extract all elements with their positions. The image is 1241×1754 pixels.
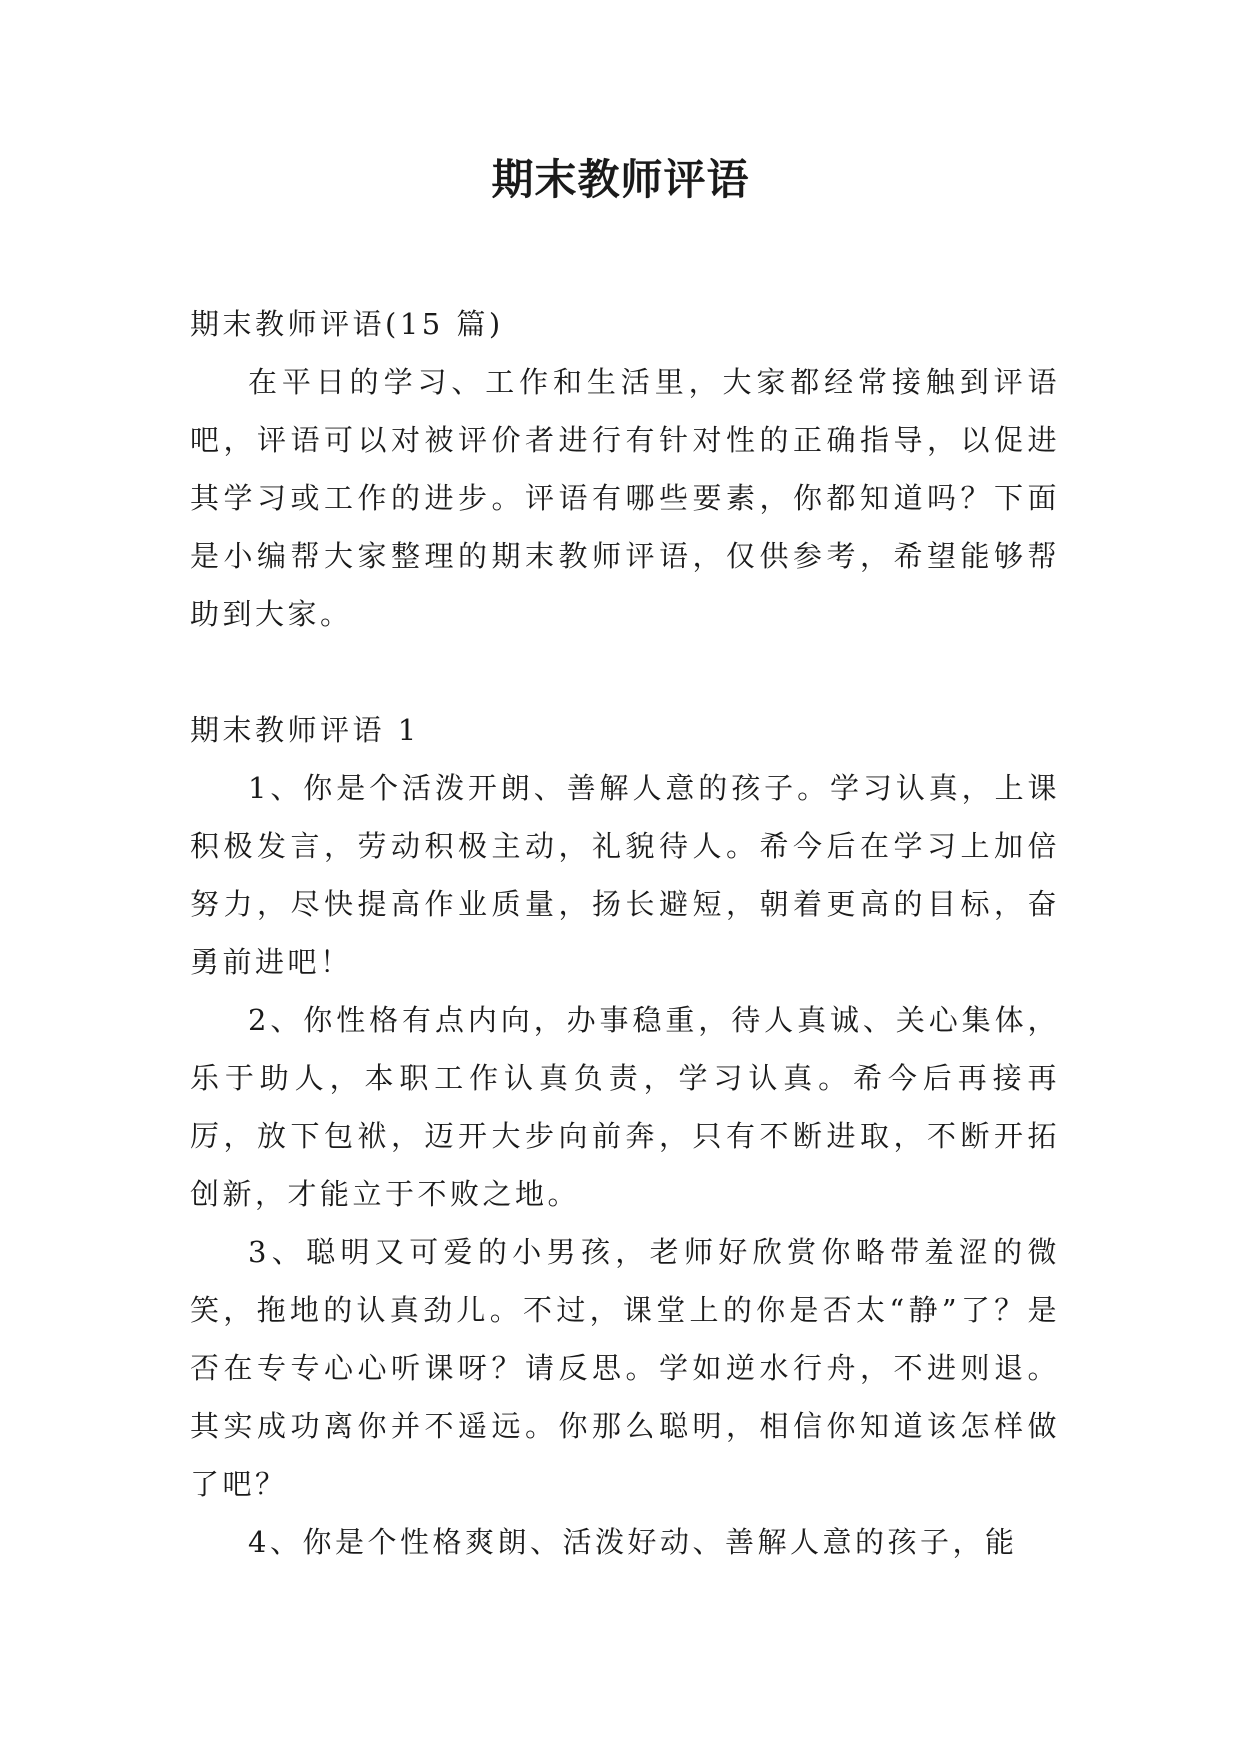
- comment-paragraph-4: 4、你是个性格爽朗、活泼好动、善解人意的孩子，能: [248, 1525, 1018, 1559]
- comment-paragraph-2: 2、你性格有点内向，办事稳重，待人真诚、关心集体，乐于助人，本职工作认真负责，学习认真。希今后再接再厉，放下包袱，迈开大步向前奔，只有不断进取，不断开拓创新，才能立于不败之地。: [190, 1003, 1060, 1211]
- document-subtitle: 期末教师评语(15 篇): [190, 307, 504, 341]
- document-title: 期末教师评语: [491, 155, 750, 204]
- document-body: [190, 295, 1060, 1571]
- section-spacer: [190, 643, 1060, 701]
- comment-paragraph-3: 3、聪明又可爱的小男孩，老师好欣赏你略带羞涩的微笑，拖地的认真劲儿。不过，课堂上的你是否太“静”了？是否在专专心心听课呀？请反思。学如逆水行舟，不进则退。其实成功离你并不遥远。你那么聪明，相信你知道该怎样做了吧？: [190, 1235, 1060, 1501]
- section-heading: 期末教师评语 1: [190, 713, 420, 747]
- comment-paragraph-1: 1、你是个活泼开朗、善解人意的孩子。学习认真，上课积极发言，劳动积极主动，礼貌待人。希今后在学习上加倍努力，尽快提高作业质量，扬长避短，朝着更高的目标，奋勇前进吧！: [190, 771, 1060, 979]
- intro-paragraph: 在平日的学习、工作和生活里，大家都经常接触到评语吧，评语可以对被评价者进行有针对性的正确指导，以促进其学习或工作的进步。评语有哪些要素，你都知道吗？下面是小编帮大家整理的期末教师评语，仅供参考，希望能够帮助到大家。: [190, 365, 1060, 631]
